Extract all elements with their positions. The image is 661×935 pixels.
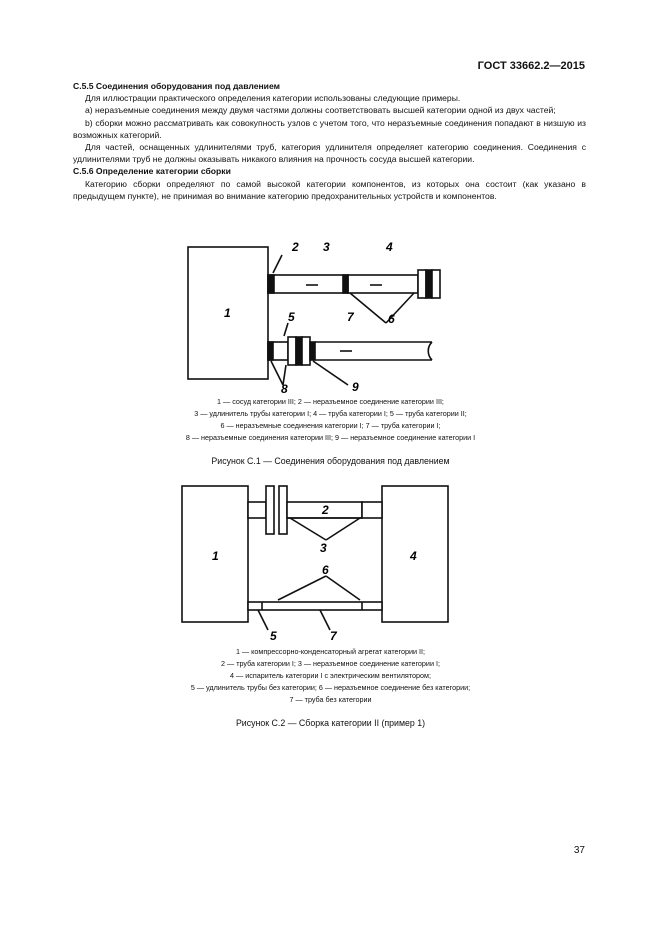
label-7: 7 — [330, 629, 337, 642]
paragraph: Категорию сборки определяют по самой высокой категории компонентов, из которых она состоит (как указано в предыдущем пункте), не принимая во внимание категорию предохранительных устройств и компонентов. — [73, 178, 586, 201]
legend-line: 5 — удлинитель трубы без категории; 6 — неразъемное соединение без категории; — [190, 683, 471, 692]
label-3: 3 — [323, 240, 330, 254]
flange-lower-b — [296, 337, 302, 365]
figure-c1-caption: Рисунок С.1 — Соединения оборудования под давлением — [211, 456, 450, 466]
figure-c1-diagram — [0, 235, 661, 395]
label-2: 2 — [292, 240, 299, 254]
label-1: 1 — [212, 549, 219, 563]
figure-c2-caption: Рисунок С.2 — Сборка категории II (пример 1) — [235, 718, 426, 728]
legend-line: 6 — неразъемные соединения категории I; 7 — труба категории I; — [220, 421, 441, 430]
page-number: 37 — [573, 845, 585, 856]
label-2: 2 — [322, 503, 329, 517]
legend-line: 1 — компрессорно-конденсаторный агрегат категории II; — [235, 647, 426, 656]
pipe-extension-3 — [268, 275, 348, 293]
label-6: 6 — [388, 312, 395, 326]
figure-c1-legend — [0, 396, 661, 444]
legend-line: 2 — труба категории I; 3 — неразъемное соединение категории I; — [221, 659, 440, 668]
figure-c2-legend — [0, 646, 661, 706]
label-6: 6 — [322, 563, 329, 577]
flange-upper-b — [426, 270, 432, 298]
label-7: 7 — [347, 310, 354, 324]
flange-2b — [279, 486, 287, 534]
paragraph: Для частей, оснащенных удлинителями труб, категория удлинителя определяет категорию соединения. Соединения с удлинителями труб не должны оказывать никакого влияния на прочность сосуда высшей категории. — [73, 142, 586, 165]
weld-8a — [268, 342, 273, 360]
pipe-upper-right — [362, 502, 382, 518]
label-1: 1 — [224, 306, 231, 320]
legend-line: 8 — неразъемные соединения категории III; 9 — неразъемное соединение категории I — [185, 433, 476, 442]
weld-6a — [343, 275, 348, 293]
pipe-upper-stub — [248, 502, 266, 518]
legend-line: 4 — испаритель категории I с электрическим вентилятором; — [230, 671, 431, 680]
pipe-7 — [315, 342, 432, 360]
label-9: 9 — [352, 380, 359, 394]
label-4: 4 — [410, 549, 417, 563]
label-5: 5 — [288, 310, 295, 324]
legend-line: 1 — сосуд категории III; 2 — неразъемное соединение категории III; — [217, 397, 444, 406]
paragraph: b) сборки можно рассматривать как совокупность узлов с учетом того, что неразъемные соединения попадают в низшую из возможных категорий. — [73, 117, 586, 140]
flange-upper-c — [432, 270, 440, 298]
label-5: 5 — [270, 629, 277, 642]
paragraph: Для иллюстрации практического определения категории использованы следующие примеры. — [85, 93, 461, 104]
flange-upper-a — [418, 270, 426, 298]
legend-line: 3 — удлинитель трубы категории I; 4 — труба категории I; 5 — труба категории II; — [194, 409, 467, 418]
section-title-c55: С.5.5 Соединения оборудования под давлением — [73, 81, 280, 91]
flange-2a — [266, 486, 274, 534]
label-8: 8 — [281, 382, 288, 395]
label-4: 4 — [386, 240, 393, 254]
label-3: 3 — [320, 541, 327, 555]
section-title-c56: С.5.6 Определение категории сборки — [73, 166, 231, 177]
weld-9 — [310, 342, 315, 360]
pipe-4 — [348, 275, 418, 293]
paragraph: а) неразъемные соединения между двумя частями должны соответствовать высшей категории одной из двух частей; — [85, 105, 556, 116]
weld-2 — [268, 275, 274, 293]
body-text — [73, 80, 586, 202]
flange-lower-a — [288, 337, 296, 365]
legend-line: 7 — труба без категории — [289, 695, 372, 704]
flange-lower-c — [302, 337, 310, 365]
figure-c2-diagram — [0, 480, 661, 642]
document-header: ГОСТ 33662.2—2015 — [477, 60, 585, 72]
